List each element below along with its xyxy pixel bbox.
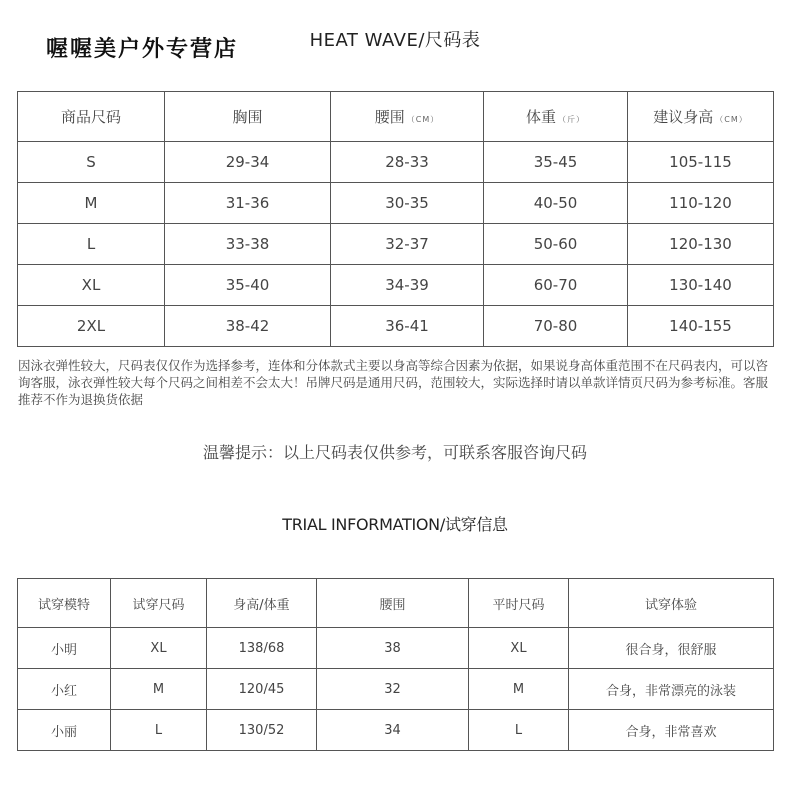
table-cell: 34-39 [331,265,484,306]
table-cell: 合身，非常漂亮的泳装 [569,669,774,710]
table-cell: 130-140 [628,265,774,306]
trial-table-header: 试穿模特 [18,579,111,628]
header-label: 胸围 [232,108,263,126]
size-table-header [331,92,484,142]
trial-table-header: 腰围 [317,579,469,628]
trial-info-table [17,578,774,751]
trial-table-header: 试穿体验 [569,579,774,628]
header-label: 腰围 [374,108,405,126]
table-row [18,224,774,265]
page-title: HEAT WAVE/尺码表 [309,30,481,51]
table-cell: L [111,710,207,751]
table-cell: 30-35 [331,183,484,224]
table-cell: L [18,224,165,265]
table-cell: 29-34 [165,142,331,183]
trial-section-title: TRIAL INFORMATION/试穿信息 [282,515,508,534]
table-cell: 38-42 [165,306,331,347]
size-note: 因泳衣弹性较大，尺码表仅仅作为选择参考，连体和分体款式主要以身高等综合因素为依据，如果说身高体重范围不在尺码表内，可以咨询客服，泳衣弹性较大每个尺码之间相差不会太大！吊牌尺码是通用尺码，范围较大，实际选择时请以单款详情页尺码为参考标准。客服推荐不作为退换货依据 [18,358,769,407]
table-cell: 32-37 [331,224,484,265]
table-cell: XL [18,265,165,306]
table-cell: 105-115 [628,142,774,183]
trial-table-header: 平时尺码 [469,579,569,628]
table-cell: 34 [317,710,469,751]
size-chart-table [17,91,774,347]
trial-table-header: 身高/体重 [207,579,317,628]
header-unit: （斤） [558,115,585,124]
header-label: 建议身高 [653,108,714,126]
table-cell: 60-70 [484,265,628,306]
table-cell: 28-33 [331,142,484,183]
table-cell: 合身，非常喜欢 [569,710,774,751]
table-row [18,183,774,224]
trial-table-header-row [18,579,774,628]
table-cell: XL [111,628,207,669]
table-cell: 2XL [18,306,165,347]
table-row [18,669,774,710]
table-cell: 33-38 [165,224,331,265]
table-row [18,710,774,751]
table-cell: M [469,669,569,710]
table-cell: 138/68 [207,628,317,669]
table-row [18,306,774,347]
header-unit: （CM） [715,115,748,124]
table-cell: 31-36 [165,183,331,224]
shop-name: 喔喔美户外专营店 [46,36,239,62]
table-cell: 32 [317,669,469,710]
table-cell: S [18,142,165,183]
table-cell: 很合身，很舒服 [569,628,774,669]
header-label: 体重 [525,108,556,126]
table-cell: 小红 [18,669,111,710]
table-cell: L [469,710,569,751]
table-cell: 120-130 [628,224,774,265]
table-row [18,628,774,669]
warm-tip: 温馨提示：以上尺码表仅供参考，可联系客服咨询尺码 [202,443,587,462]
table-cell: 130/52 [207,710,317,751]
table-cell: 110-120 [628,183,774,224]
table-cell: 小丽 [18,710,111,751]
table-cell: 35-45 [484,142,628,183]
table-cell: 35-40 [165,265,331,306]
table-cell: 50-60 [484,224,628,265]
size-table-header [18,92,165,142]
table-cell: M [111,669,207,710]
table-cell: 40-50 [484,183,628,224]
header-label: 商品尺码 [60,108,121,126]
table-cell: 140-155 [628,306,774,347]
table-cell: 120/45 [207,669,317,710]
table-cell: 小明 [18,628,111,669]
size-table-header [165,92,331,142]
table-cell: 36-41 [331,306,484,347]
table-cell: XL [469,628,569,669]
size-table-header [484,92,628,142]
table-row [18,142,774,183]
size-table-header [628,92,774,142]
table-cell: M [18,183,165,224]
header-unit: （CM） [406,115,440,124]
size-table-header-row [18,92,774,142]
table-cell: 38 [317,628,469,669]
trial-table-header: 试穿尺码 [111,579,207,628]
table-cell: 70-80 [484,306,628,347]
table-row [18,265,774,306]
